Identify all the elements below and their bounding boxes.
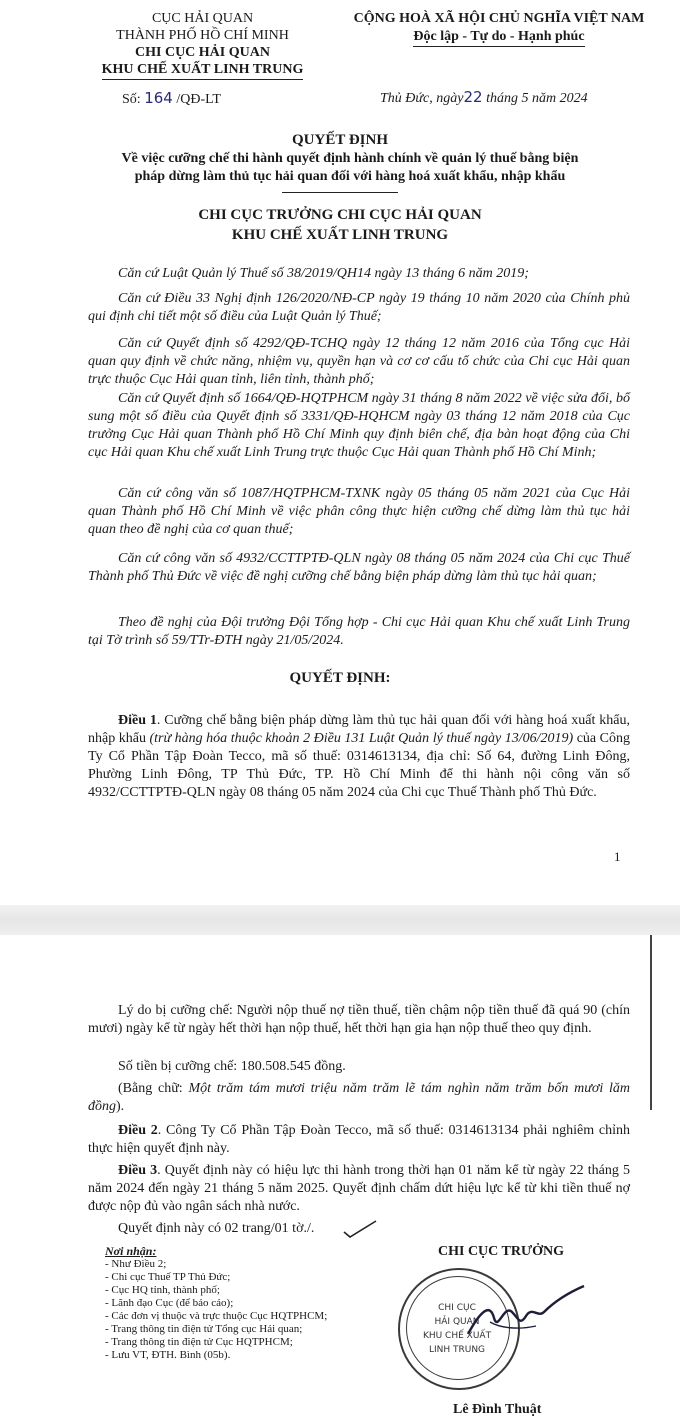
subject-line-2: pháp dừng làm thủ tục hải quan đối với hàng hoá xuất khẩu, nhập khẩu	[134, 169, 566, 184]
article-1-label: Điều 1	[118, 713, 157, 728]
article-2-label: Điều 2	[118, 1123, 158, 1138]
number-prefix: Số:	[122, 92, 145, 107]
date-suffix: tháng 5 năm 2024	[482, 91, 588, 106]
page-separator	[0, 905, 680, 935]
recipient-item: - Các đơn vị thuộc và trực thuộc Cục HQTPHCM;	[105, 1310, 328, 1322]
article-1-text-italic: (trừ hàng hóa thuộc khoản 2 Điều 131 Luật Quản lý thuế ngày 13/06/2019)	[149, 731, 574, 746]
org-line-2: THÀNH PHỐ HỒ CHÍ MINH	[116, 28, 289, 43]
article-1-text-b: của Công Ty Cổ Phần Tập Đoàn Tecco, mã số thuế: 0314613134, địa chỉ: Số 64, đường Linh Đông, Phường Linh Đông, TP Thủ Đức, TP. Hồ Chí Minh để thi hành nội công văn số 4932/CCTTPTĐ-QLN ngày 08 tháng 05 năm 2024 của Chi cục Thuế Thành phố Thủ Đức.	[88, 731, 630, 800]
recipient-item: - Cục HQ tỉnh, thành phố;	[105, 1284, 220, 1296]
national-motto: Độc lập - Tự do - Hạnh phúc	[413, 28, 584, 47]
recipient-item: - Lãnh đạo Cục (để báo cáo);	[105, 1297, 234, 1309]
article-1-text-a: . Cưỡng chế bằng biện pháp dừng làm thủ tục hải quan đối với hàng hoá xuất khẩu, nhập khẩu	[88, 713, 631, 746]
article-3-text: . Quyết định này có hiệu lực thi hành trong thời hạn 01 năm kể từ ngày 22 tháng 5 năm 2024 đến ngày 21 tháng 5 năm 2025. Quyết định chấm dứt hiệu lực kể từ khi tiền thuế nợ được nộp đủ vào ngân sách nhà nước.	[88, 1163, 630, 1214]
issuing-authority	[70, 10, 335, 80]
recipient-item: - Như Điều 2;	[105, 1258, 167, 1270]
page-number: 1	[614, 849, 621, 864]
page-edge-line	[650, 935, 652, 1110]
in-words-suffix: ).	[116, 1099, 125, 1114]
decision-heading: QUYẾT ĐỊNH:	[289, 670, 391, 686]
org-line-3: CHI CỤC HẢI QUAN	[135, 45, 270, 60]
recipient-item: - Trang thông tin điện tử Tổng cục Hải quan;	[105, 1323, 303, 1335]
signatory-title: CHI CỤC TRƯỞNG	[438, 1244, 565, 1259]
seal-text-2: HẢI QUAN	[434, 1317, 480, 1327]
article-2-text: . Công Ty Cổ Phần Tập Đoàn Tecco, mã số thuế: 0314613134 phải nghiêm chỉnh thực hiện quyết định này.	[88, 1123, 630, 1156]
issuer-line-1: CHI CỤC TRƯỞNG CHI CỤC HẢI QUAN	[198, 207, 482, 223]
subject-line-1: Về việc cưỡng chế thi hành quyết định hành chính về quản lý thuế bằng biện	[121, 151, 579, 166]
title-underline	[282, 192, 398, 193]
recipient-item: - Chi cục Thuế TP Thủ Đức;	[105, 1271, 231, 1283]
recipients-heading: Nơi nhận:	[105, 1244, 157, 1258]
national-header	[318, 10, 680, 47]
legal-basis-2: Căn cứ Điều 33 Nghị định 126/2020/NĐ-CP ngày 19 tháng 10 năm 2020 của Chính phủ qui định chi tiết một số điều của Luật Quản lý Thuế;	[88, 291, 630, 324]
legal-basis-5: Căn cứ công văn số 1087/HQTPHCM-TXNK ngày 05 tháng 05 năm 2021 của Cục Hải quan Thành phố Hồ Chí Minh về việc phân công thực hiện cưỡng chế dừng làm thủ tục hải quan theo đề nghị của cơ quan thuế;	[88, 486, 630, 537]
in-words-prefix: (Bằng chữ:	[118, 1081, 189, 1096]
legal-basis-1: Căn cứ Luật Quản lý Thuế số 38/2019/QH14 ngày 13 tháng 6 năm 2019;	[118, 266, 529, 281]
recipients-block	[105, 1245, 327, 1362]
decision-subject	[70, 150, 630, 186]
signatory-name: Lê Đình Thuật	[453, 1402, 542, 1417]
legal-basis-4: Căn cứ Quyết định số 1664/QĐ-HQTPHCM ngày 31 tháng 8 năm 2022 về việc sửa đổi, bổ sung một số điều của Quyết định số 3331/QĐ-HQHCM ngày 03 tháng 12 năm 2018 của Cục trưởng Cục Hải quan Thành phố Hồ Chí Minh quy định biên chế, địa bàn hoạt động của Chi cục Hải quan Khu chế xuất Linh Trung trực thuộc Cục Hải quan Thành phố Hồ Chí Minh;	[88, 391, 630, 460]
decision-title: QUYẾT ĐỊNH	[292, 132, 388, 148]
number-handwritten: 164	[144, 89, 173, 107]
amount-in-words	[88, 1080, 630, 1116]
handwritten-tick-icon	[340, 1218, 380, 1240]
article-3	[88, 1162, 630, 1216]
nation-name: CỘNG HOÀ XÃ HỘI CHỦ NGHĨA VIỆT NAM	[353, 11, 645, 26]
signature-icon	[460, 1282, 590, 1352]
org-line-4: KHU CHẾ XUẤT LINH TRUNG	[102, 61, 304, 80]
article-2	[88, 1122, 630, 1158]
in-words-text: Một trăm tám mươi triệu năm trăm lẽ tám nghìn năm trăm bốn mươi lăm đồng	[88, 1081, 630, 1114]
article-3-label: Điều 3	[118, 1163, 158, 1178]
seal-text-3: KHU CHẾ XUẤT	[422, 1331, 492, 1341]
legal-basis-6: Căn cứ công văn số 4932/CCTTPTĐ-QLN ngày 08 tháng 05 năm 2024 của Chi cục Thuế Thành phố Thủ Đức về việc đề nghị cưỡng chế bằng biện pháp dừng làm thủ tục hải quan;	[88, 551, 630, 584]
article-1	[88, 712, 630, 802]
enforcement-amount: Số tiền bị cưỡng chế: 180.508.545 đồng.	[118, 1059, 346, 1074]
date-prefix: Thủ Đức, ngày	[380, 91, 464, 106]
document-number	[122, 89, 221, 108]
issuer-line-2: KHU CHẾ XUẤT LINH TRUNG	[231, 227, 449, 243]
number-suffix: /QĐ-LT	[172, 92, 221, 107]
recipient-item: - Trang thông tin điện tử Cục HQTPHCM;	[105, 1336, 293, 1348]
seal-text-1: CHI CỤC	[438, 1303, 476, 1313]
recipient-item: - Lưu VT, ĐTH. Bình (05b).	[105, 1349, 231, 1361]
issuer-block	[0, 205, 680, 245]
date-day-handwritten: 22	[463, 88, 483, 106]
legal-basis-7: Theo đề nghị của Đội trưởng Đội Tổng hợp - Chi cục Hải quan Khu chế xuất Linh Trung tại Tờ trình số 59/TTr-ĐTH ngày 21/05/2024.	[88, 615, 630, 648]
org-line-1: CỤC HẢI QUAN	[151, 11, 254, 26]
document-date	[380, 88, 588, 107]
legal-basis-3: Căn cứ Quyết định số 4292/QĐ-TCHQ ngày 12 tháng 12 năm 2016 của Tổng cục Hải quan quy định về chức năng, nhiệm vụ, quyền hạn và cơ cơ cấu tổ chức của Chi cục Hải quan trực thuộc Cục Hải quan tỉnh, liên tỉnh, thành phố;	[88, 336, 630, 387]
pages-note: Quyết định này có 02 trang/01 tờ./.	[118, 1221, 315, 1236]
seal-text-4: LINH TRUNG	[428, 1345, 486, 1355]
enforcement-reason: Lý do bị cưỡng chế: Người nộp thuế nợ tiền thuế, tiền chậm nộp tiền thuế đã quá 90 (chín mươi) ngày kể từ ngày hết thời hạn nộp thuế, hết thời hạn gia hạn nộp thuế theo quy định.	[88, 1003, 630, 1036]
